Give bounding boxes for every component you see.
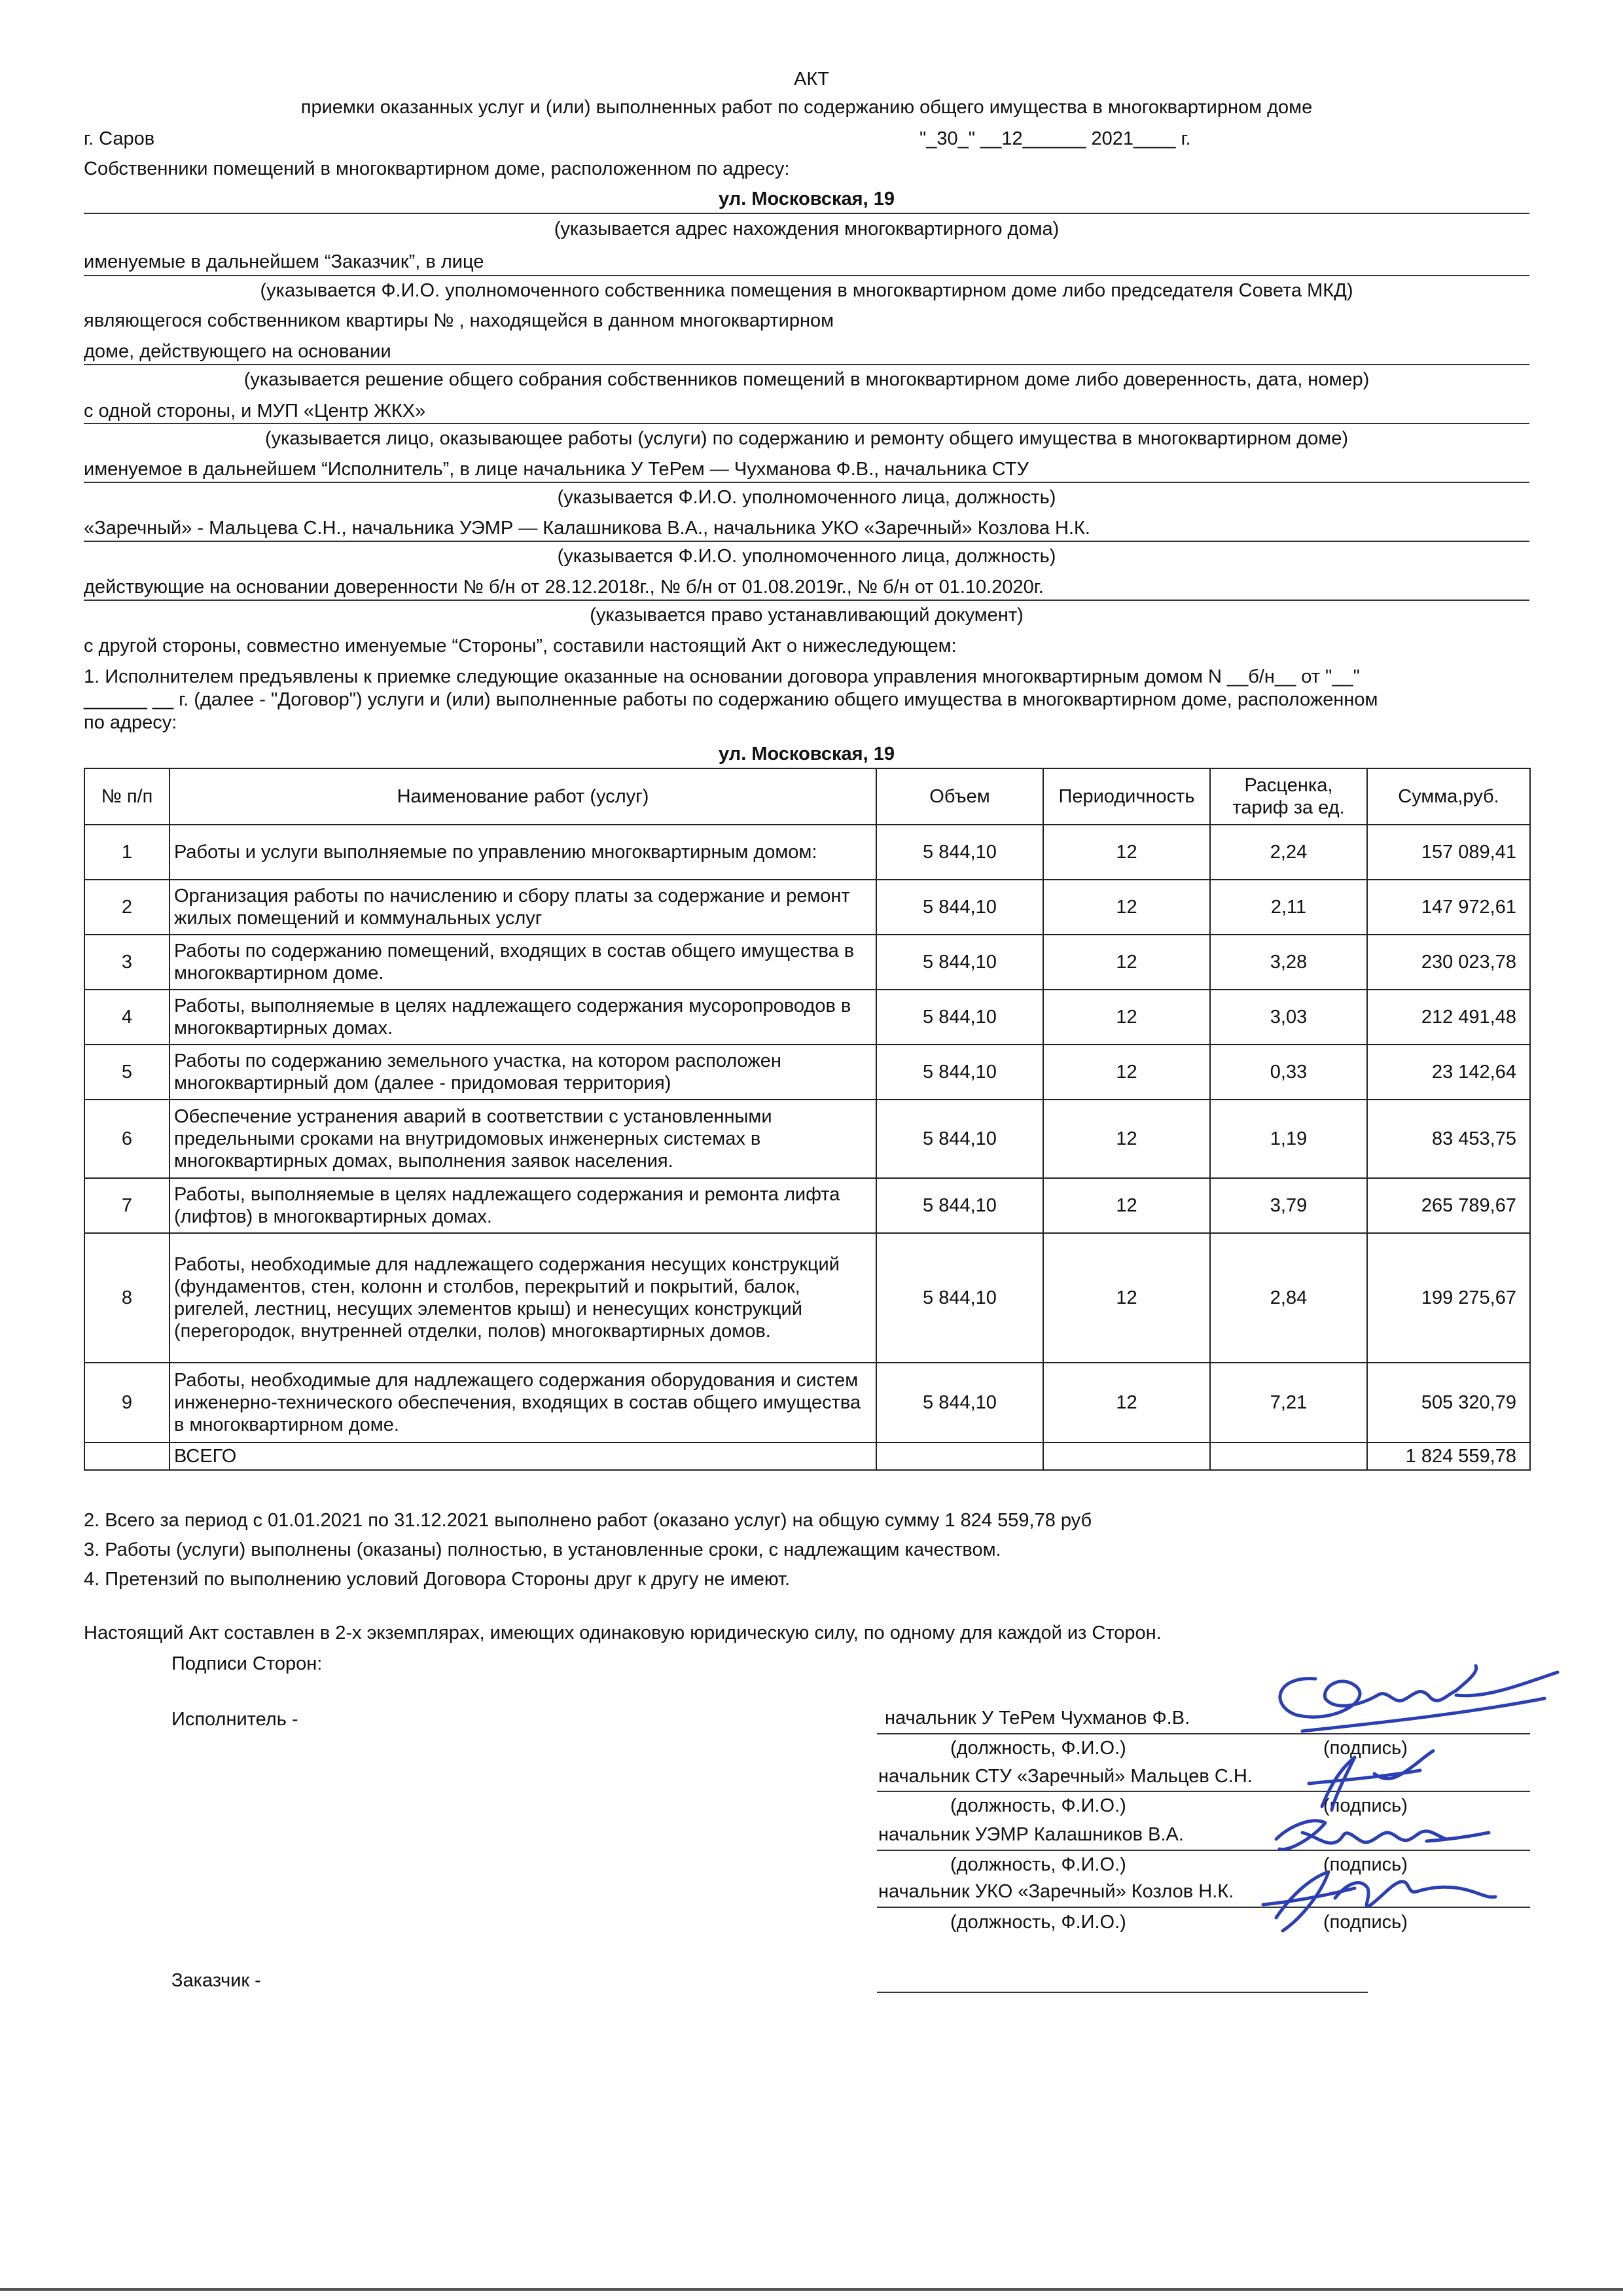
power-of-attorney-line: действующие на основании доверенности № б/н от 28.12.2018г., № б/н от 01.08.2019г., № б/н от 01.10.2020г. bbox=[84, 577, 1044, 598]
row-number: 4 bbox=[84, 990, 169, 1045]
signer-1-signature-hint: (подпись) bbox=[1323, 1738, 1408, 1759]
row-number: 7 bbox=[84, 1178, 169, 1233]
owners-line: Собственники помещений в многоквартирном доме, расположенном по адресу: bbox=[84, 158, 790, 179]
address-hint: (указывается адрес нахождения многоквартирного дома) bbox=[554, 219, 1060, 240]
basis-line: доме, действующего на основании bbox=[84, 341, 391, 362]
row-rate: 2,24 bbox=[1210, 825, 1367, 880]
signer-4-title: начальник УКО «Заречный» Козлов Н.К. bbox=[878, 1881, 1234, 1902]
executor-line-2: «Заречный» - Мальцева С.Н., начальника УЭМР — Калашникова В.А., начальника УКО «Заречный» Козлова Н.К. bbox=[84, 518, 1090, 539]
act-date: "_30_" __12______ 2021____ г. bbox=[919, 128, 1191, 149]
row-sum: 265 789,67 bbox=[1367, 1178, 1530, 1233]
act-title: АКТ bbox=[794, 69, 829, 90]
clause-1-line-3: по адресу: bbox=[84, 712, 177, 733]
signer-1-title: начальник У ТеРем Чухманов Ф.В. bbox=[885, 1708, 1190, 1729]
person-hint-1: (указывается Ф.И.О. уполномоченного лица, должность) bbox=[557, 487, 1056, 508]
row-volume: 5 844,10 bbox=[876, 990, 1043, 1045]
signer-2-title: начальник СТУ «Заречный» Мальцев С.Н. bbox=[878, 1766, 1253, 1787]
clause-2: 2. Всего за период с 01.01.2021 по 31.12.2021 выполнено работ (оказано услуг) на общую сумму 1 824 559,78 руб bbox=[84, 1510, 1092, 1531]
row-volume: 5 844,10 bbox=[876, 880, 1043, 935]
col-header-volume: Объем bbox=[876, 768, 1043, 825]
row-name: Работы по содержанию помещений, входящих в состав общего имущества в многоквартирном доме. bbox=[169, 935, 876, 990]
act-subtitle: приемки оказанных услуг и (или) выполненных работ по содержанию общего имущества в многоквартирном доме bbox=[300, 97, 1313, 118]
signer-3-signature-hint: (подпись) bbox=[1323, 1854, 1408, 1875]
row-number: 1 bbox=[84, 825, 169, 880]
final-statement: Настоящий Акт составлен в 2-х экземплярах, имеющих одинаковую юридическую силу, по одному для каждой из Сторон. bbox=[84, 1623, 1162, 1643]
scan-edge bbox=[0, 2288, 1623, 2291]
row-rate: 1,19 bbox=[1210, 1100, 1367, 1178]
col-header-name: Наименование работ (услуг) bbox=[169, 768, 876, 825]
signer-2-position-hint: (должность, Ф.И.О.) bbox=[950, 1795, 1126, 1816]
row-sum: 147 972,61 bbox=[1367, 880, 1530, 935]
row-sum: 23 142,64 bbox=[1367, 1045, 1530, 1100]
row-rate: 0,33 bbox=[1210, 1045, 1367, 1100]
signatures-heading: Подписи Сторон: bbox=[171, 1653, 323, 1674]
table-row bbox=[84, 880, 1530, 935]
customer-line: именуемые в дальнейшем “Заказчик”, в лице bbox=[84, 251, 484, 272]
row-name: Работы и услуги выполняемые по управлению многоквартирным домом: bbox=[169, 825, 876, 880]
row-volume: 5 844,10 bbox=[876, 1233, 1043, 1363]
row-number: 2 bbox=[84, 880, 169, 935]
row-period: 12 bbox=[1043, 825, 1210, 880]
row-period: 12 bbox=[1043, 1363, 1210, 1443]
party-one-line: с одной стороны, и МУП «Центр ЖКХ» bbox=[84, 401, 426, 422]
row-rate: 2,84 bbox=[1210, 1233, 1367, 1363]
row-sum: 83 453,75 bbox=[1367, 1100, 1530, 1178]
row-sum: 157 089,41 bbox=[1367, 825, 1530, 880]
divider bbox=[84, 600, 1529, 601]
row-period: 12 bbox=[1043, 935, 1210, 990]
table-row bbox=[84, 825, 1530, 880]
row-name: Работы, необходимые для надлежащего содержания оборудования и систем инженерно-технического обеспечения, входящих в состав общего имущества в многоквартирном доме. bbox=[169, 1363, 876, 1443]
col-header-number: № п/п bbox=[84, 768, 169, 825]
table-row bbox=[84, 1045, 1530, 1100]
col-header-periodicity: Периодичность bbox=[1043, 768, 1210, 825]
row-volume: 5 844,10 bbox=[876, 1363, 1043, 1443]
signature-1-handwriting bbox=[1263, 1659, 1577, 1757]
table-row bbox=[84, 1100, 1530, 1178]
table-row bbox=[84, 1233, 1530, 1363]
basis-hint: (указывается решение общего собрания собственников помещений в многоквартирном доме либо доверенность, дата, номер) bbox=[243, 369, 1370, 390]
clause-3: 3. Работы (услуги) выполнены (оказаны) полностью, в установленные сроки, с надлежащим качеством. bbox=[84, 1539, 1001, 1560]
divider bbox=[84, 423, 1529, 424]
table-total-row bbox=[84, 1443, 1530, 1470]
row-number: 5 bbox=[84, 1045, 169, 1100]
customer-hint: (указывается Ф.И.О. уполномоченного собственника помещения в многоквартирном доме либо председателя Совета МКД) bbox=[260, 280, 1353, 301]
signer-2-signature-hint: (подпись) bbox=[1323, 1795, 1408, 1816]
clause-4: 4. Претензий по выполнению условий Договора Стороны друг к другу не имеют. bbox=[84, 1569, 791, 1590]
signer-4-position-hint: (должность, Ф.И.О.) bbox=[950, 1912, 1126, 1933]
row-rate: 3,03 bbox=[1210, 990, 1367, 1045]
row-name: Работы, выполняемые в целях надлежащего содержания и ремонта лифта (лифтов) в многоквартирных домах. bbox=[169, 1178, 876, 1233]
row-period: 12 bbox=[1043, 1045, 1210, 1100]
total-empty-cell bbox=[1043, 1443, 1210, 1470]
row-number: 3 bbox=[84, 935, 169, 990]
row-volume: 5 844,10 bbox=[876, 1100, 1043, 1178]
parties-line: с другой стороны, совместно именуемые “Стороны”, составили настоящий Акт о нижеследующем: bbox=[84, 636, 957, 656]
row-period: 12 bbox=[1043, 1100, 1210, 1178]
house-address: ул. Московская, 19 bbox=[719, 188, 895, 209]
signer-1-position-hint: (должность, Ф.И.О.) bbox=[950, 1738, 1126, 1759]
total-sum: 1 824 559,78 bbox=[1367, 1443, 1530, 1470]
divider bbox=[84, 364, 1529, 365]
signer-3-position-hint: (должность, Ф.И.О.) bbox=[950, 1854, 1126, 1875]
signer-4-signature-hint: (подпись) bbox=[1323, 1912, 1408, 1933]
row-period: 12 bbox=[1043, 1178, 1210, 1233]
row-rate: 7,21 bbox=[1210, 1363, 1367, 1443]
row-number: 9 bbox=[84, 1363, 169, 1443]
person-hint-2: (указывается Ф.И.О. уполномоченного лица, должность) bbox=[557, 546, 1056, 567]
table-row bbox=[84, 1178, 1530, 1233]
divider bbox=[84, 213, 1529, 214]
row-volume: 5 844,10 bbox=[876, 1178, 1043, 1233]
row-rate: 3,28 bbox=[1210, 935, 1367, 990]
executor-label: Исполнитель - bbox=[171, 1709, 298, 1730]
row-name: Обеспечение устранения аварий в соответствии с установленными предельными сроками на внутридомовых инженерных системах в многоквартирных домах, выполнения заявок населения. bbox=[169, 1100, 876, 1178]
signature-4-handwriting bbox=[1257, 1859, 1505, 1937]
row-sum: 212 491,48 bbox=[1367, 990, 1530, 1045]
row-volume: 5 844,10 bbox=[876, 935, 1043, 990]
row-rate: 3,79 bbox=[1210, 1178, 1367, 1233]
total-empty-cell bbox=[1210, 1443, 1367, 1470]
row-period: 12 bbox=[1043, 1233, 1210, 1363]
row-name: Организация работы по начислению и сбору платы за содержание и ремонт жилых помещений и коммунальных услуг bbox=[169, 880, 876, 935]
col-header-rate: Расценка, тариф за ед. bbox=[1210, 768, 1367, 825]
total-empty-cell bbox=[84, 1443, 169, 1470]
clause-1-line-2: ______ __ г. (далее - "Договор") услуги и (или) выполненные работы по содержанию общего имущества в многоквартирном доме, расположенном bbox=[84, 689, 1378, 710]
table-row bbox=[84, 935, 1530, 990]
row-number: 8 bbox=[84, 1233, 169, 1363]
customer-label: Заказчик - bbox=[171, 1970, 261, 1991]
total-label: ВСЕГО bbox=[169, 1443, 876, 1470]
table-row bbox=[84, 1363, 1530, 1443]
total-empty-cell bbox=[876, 1443, 1043, 1470]
table-header-row bbox=[84, 768, 1530, 825]
row-name: Работы, необходимые для надлежащего содержания несущих конструкций (фундаментов, стен, колонн и столбов, перекрытий и покрытий, балок, ригелей, лестниц, несущих элементов крыш) и ненесущих конструкций (перегородок, внутренней отделки, полов) многоквартирных домов. bbox=[169, 1233, 876, 1363]
executor-line-1: именуемое в дальнейшем “Исполнитель”, в лице начальника У ТеРем — Чухманова Ф.В., начальника СТУ bbox=[84, 459, 1029, 480]
table-row bbox=[84, 990, 1530, 1045]
row-number: 6 bbox=[84, 1100, 169, 1178]
signer-3-title: начальник УЭМР Калашников В.А. bbox=[878, 1824, 1184, 1845]
table-address: ул. Московская, 19 bbox=[719, 744, 895, 764]
city: г. Саров bbox=[84, 128, 155, 149]
row-period: 12 bbox=[1043, 880, 1210, 935]
row-period: 12 bbox=[1043, 990, 1210, 1045]
row-sum: 230 023,78 bbox=[1367, 935, 1530, 990]
customer-signature-line bbox=[877, 1992, 1368, 1993]
works-table bbox=[84, 768, 1531, 1471]
row-rate: 2,11 bbox=[1210, 880, 1367, 935]
row-sum: 505 320,79 bbox=[1367, 1363, 1530, 1443]
row-sum: 199 275,67 bbox=[1367, 1233, 1530, 1363]
row-name: Работы по содержанию земельного участка, на котором расположен многоквартирный дом (далее - придомовая территория) bbox=[169, 1045, 876, 1100]
right-hint: (указывается право устанавливающий документ) bbox=[590, 605, 1024, 626]
divider bbox=[84, 541, 1529, 542]
divider bbox=[84, 482, 1529, 483]
clause-1-line-1: 1. Исполнителем предъявлены к приемке следующие оказанные на основании договора управления многоквартирным домом N __б/н__ от "__" bbox=[84, 666, 1360, 687]
owner-apartment-line: являющегося собственником квартиры № , находящейся в данном многоквартирном bbox=[84, 310, 834, 331]
row-name: Работы, выполняемые в целях надлежащего содержания мусоропроводов в многоквартирных домах. bbox=[169, 990, 876, 1045]
row-volume: 5 844,10 bbox=[876, 1045, 1043, 1100]
executor-hint: (указывается лицо, оказывающее работы (услуги) по содержанию и ремонту общего имущества в многоквартирном доме) bbox=[264, 428, 1349, 449]
divider bbox=[84, 275, 1529, 276]
col-header-sum: Сумма,руб. bbox=[1367, 768, 1530, 825]
row-volume: 5 844,10 bbox=[876, 825, 1043, 880]
